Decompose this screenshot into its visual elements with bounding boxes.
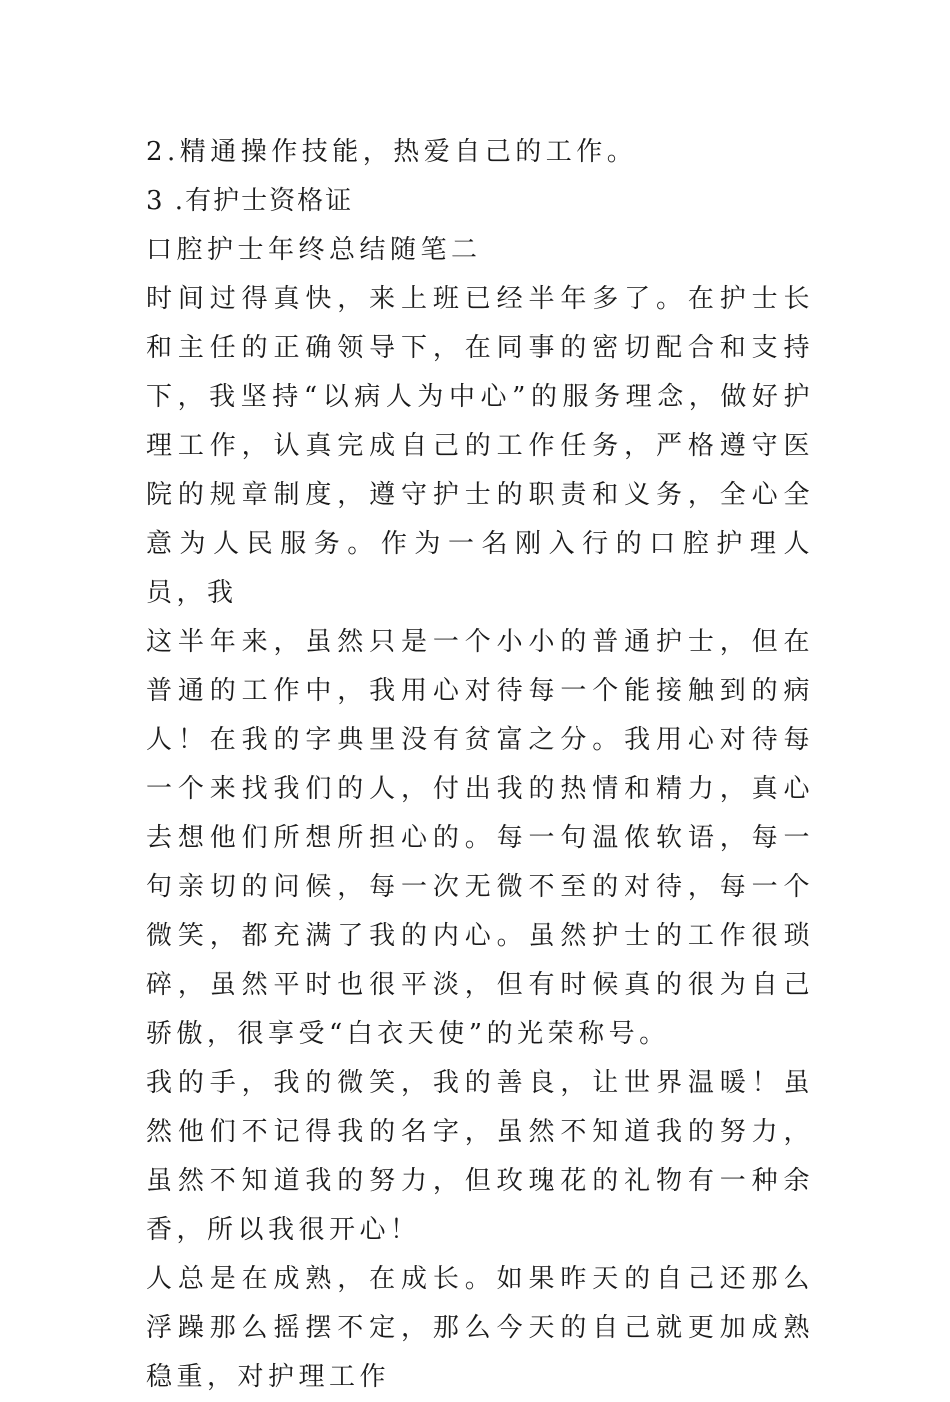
document-body (146, 128, 814, 1402)
paragraph-growth: 人总是在成熟，在成长。如果昨天的自己还那么浮躁那么摇摆不定，那么今天的自己就更加成熟稳重，对护理工作 (146, 1264, 814, 1392)
list-item-skills: 2.精通操作技能，热爱自己的工作。 (146, 137, 638, 167)
paragraph-half-year: 这半年来，虽然只是一个小小的普通护士，但在普通的工作中，我用心对待每一个能接触到的病人！在我的字典里没有贫富之分。我用心对待每一个来找我们的人，付出我的热情和精力，真心去想他们所想所担心的。每一句温侬软语，每一句亲切的问候，每一次无微不至的对待，每一个微笑，都充满了我的内心。虽然护士的工作很琐碎，虽然平时也很平淡，但有时候真的很为自己骄傲，很享受“白衣天使”的光荣称号。 (146, 627, 814, 1049)
section-heading: 口腔护士年终总结随笔二 (146, 235, 482, 265)
paragraph-my-hands: 我的手，我的微笑，我的善良，让世界温暖！虽然他们不记得我的名字，虽然不知道我的努力，虽然不知道我的努力，但玫瑰花的礼物有一种余香，所以我很开心！ (146, 1068, 814, 1245)
paragraph-intro: 时间过得真快，来上班已经半年多了。在护士长和主任的正确领导下，在同事的密切配合和支持下，我坚持“以病人为中心”的服务理念，做好护理工作，认真完成自己的工作任务，严格遵守医院的规章制度，遵守护士的职责和义务，全心全意为人民服务。作为一名刚入行的口腔护理人员，我 (146, 284, 814, 608)
list-item-certificate: 3 .有护士资格证 (146, 186, 354, 216)
